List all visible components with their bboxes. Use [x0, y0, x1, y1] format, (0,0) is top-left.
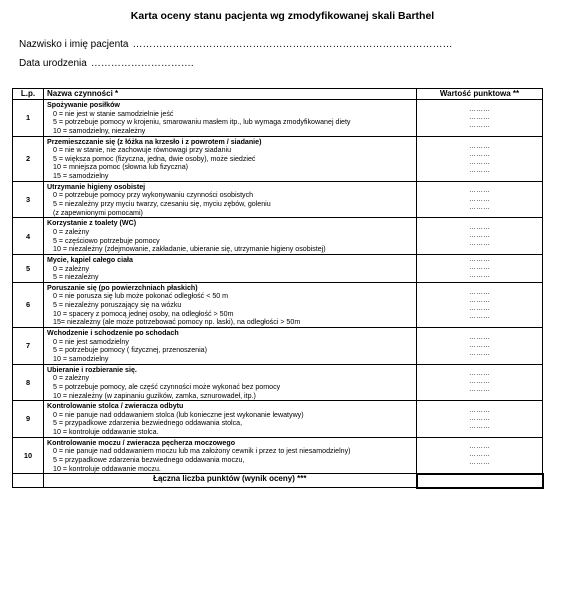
score-dots: ………	[469, 121, 490, 129]
total-score-cell[interactable]	[417, 474, 543, 488]
score-option: 5 = potrzebuje pomocy, ale część czynności może wykonać bez pomocy	[53, 382, 281, 391]
score-option: 0 = nie w stanie, nie zachowuje równowagi przy siadaniu	[53, 146, 232, 155]
activity-cell	[44, 254, 417, 282]
score-dots: ………	[469, 105, 490, 113]
activity-name: Wchodzenie i schodzenie po schodach	[47, 329, 179, 338]
score-value-cell[interactable]	[417, 136, 543, 181]
activity-cell	[44, 181, 417, 218]
table-row	[13, 136, 543, 181]
row-number: 2	[13, 136, 44, 181]
score-option: 10 = niezależny (w zapinaniu guzików, zamka, sznurowadeł, itp.)	[53, 391, 256, 400]
activity-name: Kontrolowanie moczu / zwieracza pęcherza moczowego	[47, 438, 236, 447]
score-dots: ………	[469, 232, 490, 240]
table-row	[13, 401, 543, 438]
activity-cell	[44, 282, 417, 327]
patient-name-field[interactable]	[19, 39, 453, 50]
table-row	[13, 282, 543, 327]
score-option: 10 = samodzielny, niezależny	[53, 126, 146, 135]
table-row	[13, 181, 543, 218]
score-dots: ………	[469, 370, 490, 378]
row-number: 6	[13, 282, 44, 327]
score-value-cell[interactable]	[417, 328, 543, 365]
score-option: 5 = niezależny	[53, 273, 99, 282]
header-score-value: Wartość punktowa **	[417, 89, 543, 100]
activity-cell	[44, 401, 417, 438]
score-dots: ………	[469, 203, 490, 211]
score-dots: ………	[469, 195, 490, 203]
activity-cell	[44, 100, 417, 137]
activity-cell	[44, 364, 417, 401]
row-number: 4	[13, 218, 44, 255]
table-header-row	[13, 89, 543, 100]
activity-name: Spożywanie posiłków	[47, 101, 120, 109]
patient-name-dots: ……………………………………………………………………………………	[132, 39, 453, 50]
score-option: 5 = częściowo potrzebuje pomocy	[53, 236, 160, 245]
score-dots: ………	[469, 414, 490, 422]
header-lp: L.p.	[13, 89, 44, 100]
score-dots: ………	[469, 333, 490, 341]
score-dots: ………	[469, 150, 490, 158]
activity-name: Poruszanie się (po powierzchniach płaskich)	[47, 283, 198, 292]
birth-date-dots: ………………………….	[90, 58, 194, 69]
row-number: 7	[13, 328, 44, 365]
score-option: 5 = niezależny przy myciu twarzy, czesaniu się, myciu zębów, goleniu	[53, 200, 271, 209]
score-dots: ………	[469, 264, 490, 272]
score-option: 15 = samodzielny	[53, 172, 109, 181]
patient-name-label: Nazwisko i imię pacjenta	[19, 39, 129, 50]
score-value-cell[interactable]	[417, 100, 543, 137]
score-value-cell[interactable]	[417, 181, 543, 218]
score-option: 5 = większa pomoc (fizyczna, jedna, dwie osoby), może siedzieć	[53, 154, 256, 163]
score-option: 5 = niezależny poruszający się na wózku	[53, 301, 182, 310]
score-option: 5 = potrzebuje pomocy ( fizycznej, przenoszenia)	[53, 346, 207, 355]
score-option: 5 = potrzebuje pomocy w krojeniu, smarowaniu masłem itp., lub wymaga zmodyfikowanej diety	[53, 118, 351, 127]
score-option: (z zapewnionymi pomocami)	[53, 208, 143, 217]
score-dots: ………	[469, 422, 490, 430]
score-option: 10 = niezależny (zdejmowanie, zakładanie, ubieranie się, utrzymanie higieny osobistej)	[53, 245, 326, 254]
score-dots: ………	[469, 272, 490, 280]
score-dots: ………	[469, 386, 490, 394]
total-row	[13, 474, 543, 488]
birth-date-label: Data urodzenia	[19, 58, 87, 69]
score-value-cell[interactable]	[417, 254, 543, 282]
score-option: 0 = nie porusza się lub może pokonać odległość < 50 m	[53, 292, 229, 301]
score-dots: ………	[469, 341, 490, 349]
score-dots: ………	[469, 296, 490, 304]
score-dots: ………	[469, 443, 490, 451]
score-option: 10 = mniejsza pomoc (słowna lub fizyczna)	[53, 163, 189, 172]
score-option: 0 = nie panuje nad oddawaniem stolca (lub konieczne jest wykonanie lewatywy)	[53, 410, 304, 419]
table-row	[13, 437, 543, 474]
activity-name: Mycie, kąpiel całego ciała	[47, 255, 133, 264]
barthel-table	[12, 88, 544, 489]
activity-cell	[44, 136, 417, 181]
total-score-label: Łączna liczba punktów (wynik oceny) ***	[44, 474, 417, 488]
score-option: 0 = zależny	[53, 264, 90, 273]
score-option: 0 = zależny	[53, 227, 90, 236]
score-dots: ………	[469, 406, 490, 414]
score-dots: ………	[469, 288, 490, 296]
score-dots: ………	[469, 459, 490, 467]
score-option: 0 = nie panuje nad oddawaniem moczu lub ma założony cewnik i przez to jest niesamodzielny)	[53, 447, 351, 456]
score-option: 15= niezależny (ale może potrzebować pomocy np. laski), na odległości > 50m	[53, 318, 301, 327]
score-option: 10 = spacery z pomocą jednej osoby, na odległość > 50m	[53, 309, 234, 318]
score-dots: ………	[469, 166, 490, 174]
form-title: Karta oceny stanu pacjenta wg zmodyfikowanej skali Barthel	[130, 10, 435, 22]
activity-cell	[44, 218, 417, 255]
row-number: 5	[13, 254, 44, 282]
activity-name: Kontrolowanie stolca / zwieracza odbytu	[47, 402, 184, 411]
score-option: 5 = przypadkowe zdarzenia bezwiednego oddawania stolca,	[53, 419, 243, 428]
activity-name: Przemieszczanie się (z łóżka na krzesło i z powrotem / siadanie)	[47, 137, 262, 146]
score-value-cell[interactable]	[417, 218, 543, 255]
score-option: 0 = zależny	[53, 374, 90, 383]
score-option: 0 = nie jest w stanie samodzielnie jeść	[53, 109, 174, 118]
score-dots: ………	[469, 304, 490, 312]
activity-name: Ubieranie i rozbieranie się.	[47, 365, 137, 374]
score-value-cell[interactable]	[417, 364, 543, 401]
score-option: 10 = kontroluje oddawanie moczu.	[53, 464, 161, 473]
score-value-cell[interactable]	[417, 401, 543, 438]
score-dots: ………	[469, 240, 490, 248]
score-dots: ………	[469, 187, 490, 195]
row-number: 3	[13, 181, 44, 218]
score-dots: ………	[469, 113, 490, 121]
score-dots: ………	[469, 378, 490, 386]
birth-date-field[interactable]	[19, 58, 194, 69]
activity-cell	[44, 437, 417, 474]
score-option: 10 = samodzielny	[53, 354, 109, 363]
table-row	[13, 364, 543, 401]
activity-name: Utrzymanie higieny osobistej	[47, 182, 146, 191]
score-option: 0 = nie jest samodzielny	[53, 337, 129, 346]
table-row	[13, 328, 543, 365]
score-dots: ………	[469, 349, 490, 357]
row-number: 10	[13, 437, 44, 474]
score-dots: ………	[469, 256, 490, 264]
score-dots: ………	[469, 224, 490, 232]
table-row	[13, 218, 543, 255]
score-dots: ………	[469, 142, 490, 150]
row-number: 9	[13, 401, 44, 438]
header-activity-name: Nazwa czynności *	[44, 89, 417, 100]
table-row	[13, 254, 543, 282]
score-option: 0 = potrzebuje pomocy przy wykonywaniu czynności osobistych	[53, 191, 254, 200]
activity-cell	[44, 328, 417, 365]
row-number: 1	[13, 100, 44, 137]
score-option: 5 = przypadkowe zdarzenia bezwiednego oddawania moczu,	[53, 455, 245, 464]
score-dots: ………	[469, 451, 490, 459]
activity-name: Korzystanie z toalety (WC)	[47, 219, 137, 228]
score-dots: ………	[469, 158, 490, 166]
score-dots: ………	[469, 312, 490, 320]
score-value-cell[interactable]	[417, 437, 543, 474]
row-number: 8	[13, 364, 44, 401]
score-option: 10 = kontroluje oddawanie stolca.	[53, 428, 159, 437]
score-value-cell[interactable]	[417, 282, 543, 327]
table-row	[13, 100, 543, 137]
